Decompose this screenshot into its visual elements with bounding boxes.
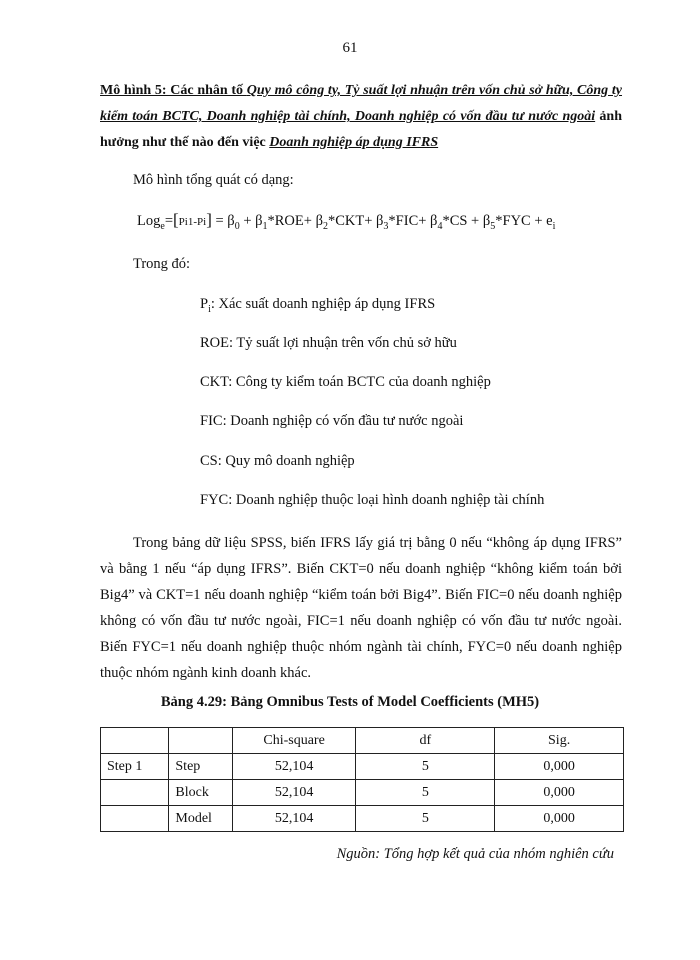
definition-fic <box>200 413 463 430</box>
header-cell <box>169 728 232 754</box>
def-sub: i <box>208 303 211 315</box>
omnibus-table <box>100 727 624 832</box>
header-cell: Sig. <box>495 728 624 754</box>
formula-b5: β <box>482 213 491 229</box>
def-var: P <box>200 296 209 312</box>
table-cell: 52,104 <box>232 754 356 780</box>
table-cell: 52,104 <box>232 806 356 832</box>
def-var: ROE <box>200 335 229 351</box>
formula-b3-sub: 3 <box>383 220 389 232</box>
formula-log: Log <box>137 213 161 229</box>
formula-b1: β <box>255 213 263 229</box>
formula-b0: β <box>227 213 235 229</box>
definition-cs <box>200 453 355 470</box>
heading-part-1: Mô hình 5: Các nhân tố <box>100 83 247 98</box>
formula-b1-sub: 1 <box>262 220 268 232</box>
def-text: : Doanh nghiệp thuộc loại hình doanh nghiệp tài chính <box>228 492 545 508</box>
regression-formula: $Log_e=[Pi1-Pi] = \beta_0 + \beta_1*ROE+ \beta_2*CKT+ \beta_3*FIC+ \beta_4*CS + \beta_5*FYC + e_i$ <box>137 210 556 232</box>
table-cell: 5 <box>356 806 495 832</box>
table-cell: Model <box>169 806 232 832</box>
def-var: FIC <box>200 413 223 429</box>
formula-log-sub: e <box>160 220 165 232</box>
page-number: 61 <box>342 40 358 56</box>
model-heading <box>100 78 622 156</box>
table-row <box>101 780 624 806</box>
definition-fyc <box>200 492 544 509</box>
table-cell: Step 1 <box>101 754 169 780</box>
def-var: FYC <box>200 492 229 508</box>
formula-b4: β <box>430 213 438 229</box>
formula-b4-sub: 4 <box>437 220 443 232</box>
table-cell: 5 <box>356 754 495 780</box>
formula-e-sub: i <box>552 220 556 232</box>
table-cell <box>101 780 169 806</box>
table-cell: 0,000 <box>495 754 624 780</box>
table-cell: Block <box>169 780 232 806</box>
def-text: : Doanh nghiệp có vốn đầu tư nước ngoài <box>222 413 464 429</box>
formula-term-3: *FIC+ <box>388 213 431 229</box>
def-var: CS <box>200 453 218 469</box>
table-cell <box>101 806 169 832</box>
table-row <box>101 806 624 832</box>
formula-term-1: *ROE+ <box>267 213 316 229</box>
def-text: : Tỷ suất lợi nhuận trên vốn chủ sở hữu <box>229 335 457 351</box>
def-text: : Quy mô doanh nghiệp <box>217 453 355 469</box>
table-cell: 52,104 <box>232 780 356 806</box>
table-caption: Bảng 4.29: Bảng Omnibus Tests of Model Coefficients (MH5) <box>160 694 540 710</box>
table-cell: 0,000 <box>495 806 624 832</box>
formula-fraction: Pi1-Pi <box>178 216 207 228</box>
intro-text: Mô hình tổng quát có dạng: <box>133 172 294 188</box>
def-text: : Công ty kiểm toán BCTC của doanh nghiệp <box>228 374 491 390</box>
formula-b5-sub: 5 <box>490 220 496 232</box>
header-cell <box>101 728 169 754</box>
heading-part-4: Doanh nghiệp áp dụng IFRS <box>269 135 439 150</box>
formula-term-4: *CS + <box>442 213 483 229</box>
formula-term-2: *CKT+ <box>327 213 377 229</box>
formula-b0-sub: 0 <box>234 220 240 232</box>
table-cell: 5 <box>356 780 495 806</box>
heading-part-2: Quy mô công ty, Tỷ suất lợi nhuận trên vốn chủ sở hữu, Công ty kiểm toán BCTC, Doanh nghiệp tài chính, Doanh nghiệp có vốn đầu tư nước ngoài <box>100 83 623 124</box>
def-text: : Xác suất doanh nghiệp áp dụng IFRS <box>210 296 436 312</box>
formula-b3: β <box>376 213 384 229</box>
table-header-row <box>101 728 624 754</box>
table-cell: 0,000 <box>495 780 624 806</box>
header-cell: df <box>356 728 495 754</box>
formula-b2: β <box>315 213 323 229</box>
table-row <box>101 754 624 780</box>
definition-roe <box>200 335 457 352</box>
header-cell: Chi-square <box>232 728 356 754</box>
body-paragraph: Trong bảng dữ liệu SPSS, biến IFRS lấy giá trị bằng 0 nếu “không áp dụng IFRS” và bằng 1 nếu “áp dụng IFRS”. Biến CKT=0 nếu doanh nghiệp “không kiểm toán bởi Big4” và CKT=1 nếu doanh nghiệp “kiểm toán bởi Big4”. Biến FIC=0 nếu doanh nghiệp không có vốn đầu tư nước ngoài, FIC=1 nếu doanh nghiệp có vốn đầu tư nước ngoài. Biến FYC=1 nếu doanh nghiệp thuộc nhóm ngành tài chính, FYC=0 nếu doanh nghiệp thuộc nhóm ngành kinh doanh khác. <box>100 535 622 681</box>
definition-ckt <box>200 374 491 391</box>
heading-part-3: ảnh hưởng như thế nào đến việc <box>100 109 623 150</box>
table-cell: Step <box>169 754 232 780</box>
trong-do-label: Trong đó: <box>133 256 191 272</box>
def-var: CKT <box>200 374 229 390</box>
source-note: Nguồn: Tổng hợp kết quả của nhóm nghiên cứu <box>336 846 614 862</box>
definition-pi <box>200 296 435 315</box>
formula-b2-sub: 2 <box>322 220 328 232</box>
formula-term-5: *FYC + e <box>495 213 553 229</box>
